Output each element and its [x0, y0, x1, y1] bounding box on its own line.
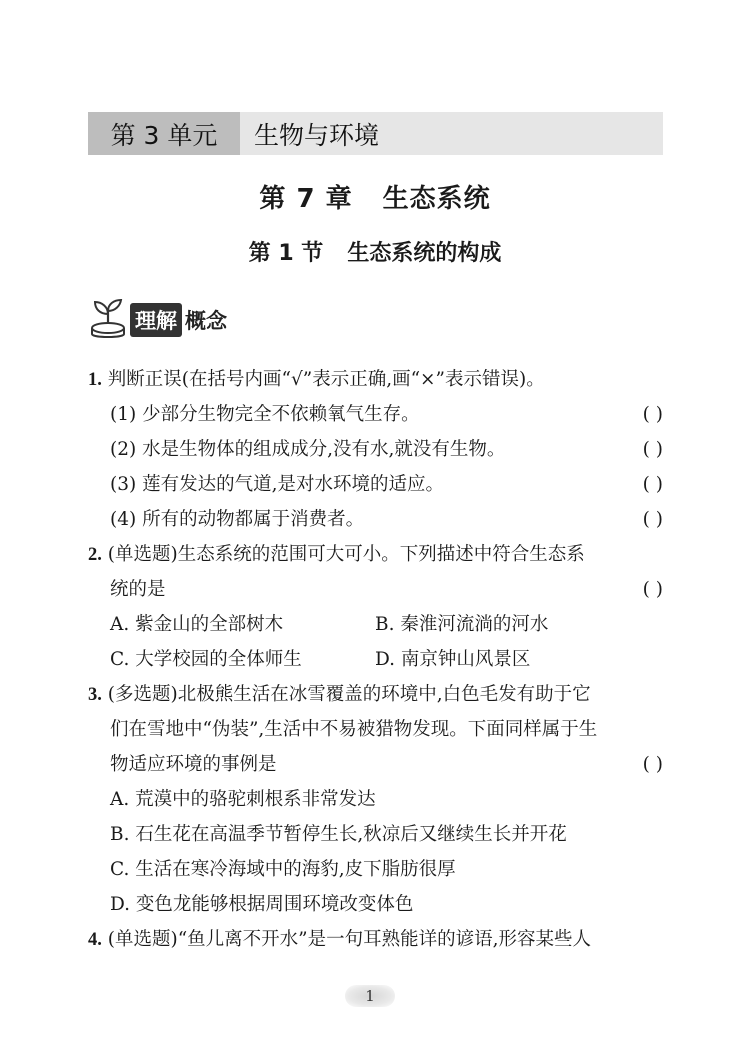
unit-banner	[88, 112, 663, 155]
q3-option-a[interactable]: A. 荒漠中的骆驼刺根系非常发达	[110, 789, 376, 810]
answer-bracket[interactable]: ( )	[642, 509, 663, 530]
concept-rest-label: 概念	[185, 309, 227, 333]
q3-text-line2: 们在雪地中“伪装”,生活中不易被猎物发现。下面同样属于生	[110, 719, 598, 740]
section-number: 第 1 节	[248, 241, 324, 266]
q3-option-b[interactable]: B. 石生花在高温季节暂停生长,秋凉后又继续生长并开花	[110, 824, 567, 845]
q3-text-line3: 物适应环境的事例是	[110, 754, 277, 775]
answer-bracket[interactable]: ( )	[642, 754, 663, 775]
answer-bracket[interactable]: ( )	[642, 439, 663, 460]
chapter-title	[0, 178, 750, 215]
q2-stem	[88, 537, 663, 572]
q2-text-line2: 统的是	[110, 579, 166, 600]
chapter-name: 生态系统	[382, 184, 491, 214]
unit-name: 生物与环境	[254, 120, 380, 150]
q2-option-d[interactable]: D. 南京钟山风景区	[375, 649, 531, 670]
seedling-icon	[88, 298, 128, 342]
page-number: 1	[345, 985, 395, 1007]
question-list	[88, 362, 663, 957]
q1-stem	[88, 362, 663, 397]
q3-option-c[interactable]: C. 生活在寒冷海域中的海豹,皮下脂肪很厚	[110, 859, 456, 880]
q3-number: 3.	[88, 685, 102, 705]
q2-options-row1	[88, 607, 663, 642]
answer-bracket[interactable]: ( )	[642, 474, 663, 495]
q3-stem-cont2	[88, 747, 663, 782]
answer-bracket[interactable]: ( )	[642, 404, 663, 425]
section-name: 生态系统的构成	[347, 241, 502, 266]
concept-boxed-label: 理解	[130, 303, 182, 337]
q2-text-line1: 生态系统的范围可大可小。下列描述中符合生态系	[177, 544, 585, 565]
chapter-number: 第 7 章	[259, 184, 353, 214]
q3-option-d[interactable]: D. 变色龙能够根据周围环境改变体色	[110, 894, 414, 915]
q1-item-text: (3) 莲有发达的气道,是对水环境的适应。	[110, 474, 444, 495]
q1-item-text: (2) 水是生物体的组成成分,没有水,就没有生物。	[110, 439, 506, 460]
q2-type: (单选题)	[107, 544, 178, 565]
concept-header	[88, 298, 227, 342]
q4-type: (单选题)	[107, 929, 178, 950]
q2-options-row2	[88, 642, 663, 677]
unit-label: 第 3 单元	[88, 112, 240, 155]
q1-number: 1.	[88, 370, 102, 390]
q2-option-c[interactable]: C. 大学校园的全体师生	[110, 649, 302, 670]
q3-stem	[88, 677, 663, 712]
q4-text-line1: “鱼儿离不开水”是一句耳熟能详的谚语,形容某些人	[177, 929, 592, 950]
q1-item-4	[88, 502, 663, 537]
q1-item-2	[88, 432, 663, 467]
q3-type: (多选题)	[107, 684, 178, 705]
q1-item-3	[88, 467, 663, 502]
q1-text: 判断正误(在括号内画“√”表示正确,画“×”表示错误)。	[107, 369, 545, 390]
q2-option-b[interactable]: B. 秦淮河流淌的河水	[375, 614, 549, 635]
q3-stem-cont1	[88, 712, 663, 747]
q1-item-1	[88, 397, 663, 432]
q1-item-text: (4) 所有的动物都属于消费者。	[110, 509, 365, 530]
q4-stem	[88, 922, 663, 957]
q2-number: 2.	[88, 545, 102, 565]
q2-option-a[interactable]: A. 紫金山的全部树木	[110, 614, 284, 635]
q2-stem-cont	[88, 572, 663, 607]
q4-number: 4.	[88, 930, 102, 950]
answer-bracket[interactable]: ( )	[642, 579, 663, 600]
section-title	[0, 236, 750, 267]
q3-text-line1: 北极熊生活在冰雪覆盖的环境中,白色毛发有助于它	[177, 684, 591, 705]
q1-item-text: (1) 少部分生物完全不依赖氧气生存。	[110, 404, 420, 425]
